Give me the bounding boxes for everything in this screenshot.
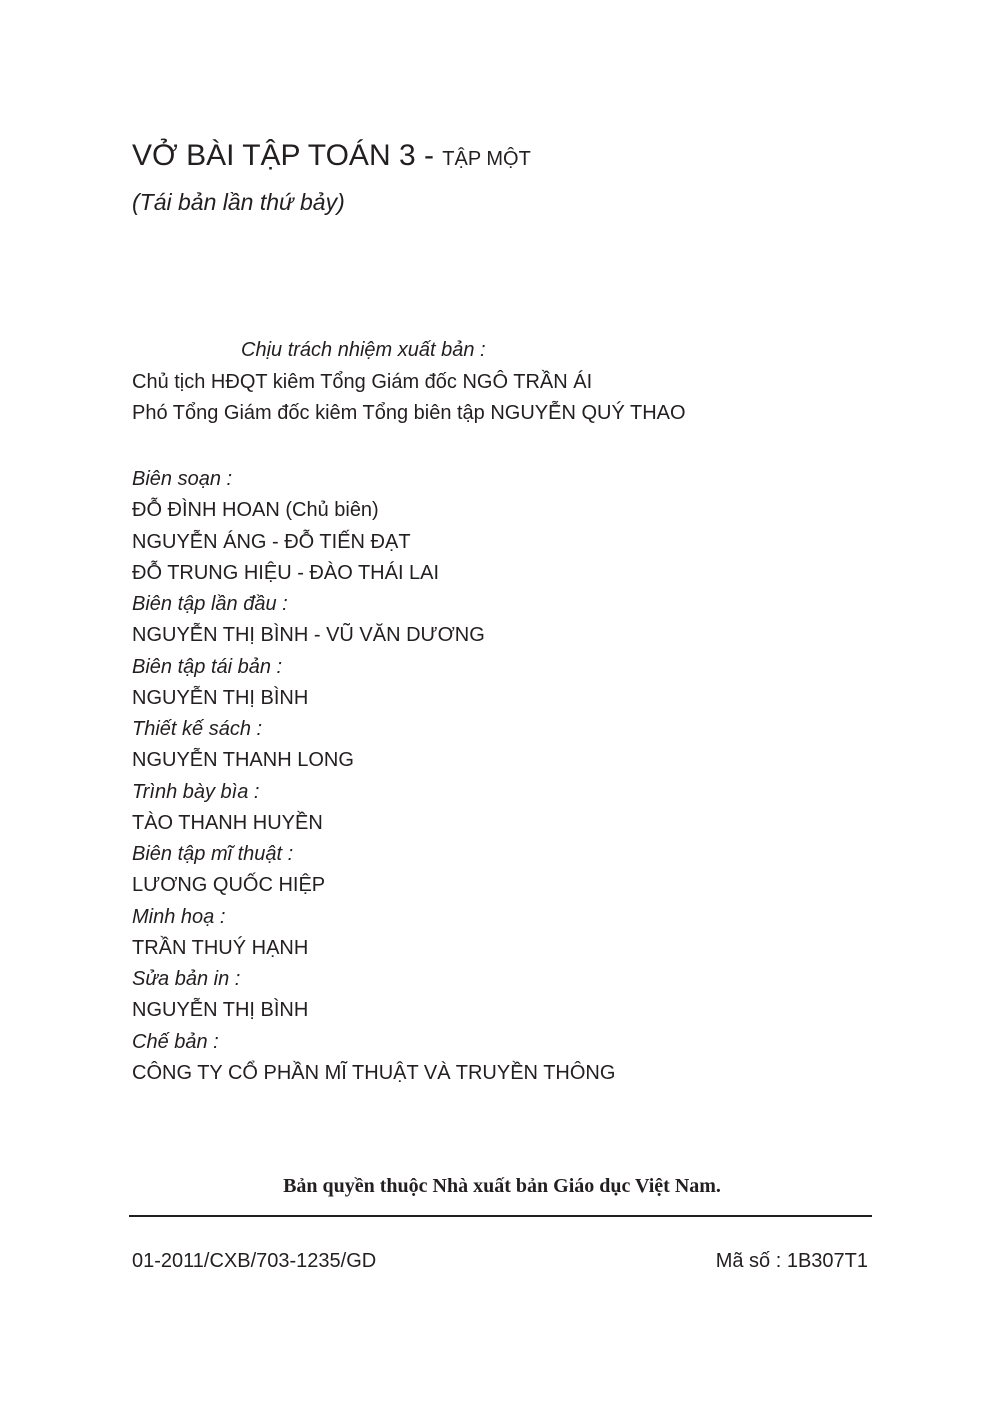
credit-name: NGUYỄN THỊ BÌNH bbox=[132, 999, 309, 1022]
responsibility-line: Phó Tổng Giám đốc kiêm Tổng biên tập NGUYỄN QUÝ THAO bbox=[132, 402, 686, 424]
credit-role: Minh hoạ : bbox=[132, 905, 226, 928]
edition-note: (Tái bản lần thứ bảy) bbox=[132, 189, 345, 215]
credit-role: Trình bày bìa : bbox=[132, 780, 260, 803]
copyright-notice: Bản quyền thuộc Nhà xuất bản Giáo dục Việt Nam. bbox=[283, 1175, 721, 1197]
credit-name: ĐỖ TRUNG HIỆU - ĐÀO THÁI LAI bbox=[132, 561, 440, 584]
credit-role: Biên soạn : bbox=[132, 468, 233, 490]
credit-role: Biên tập lần đầu : bbox=[132, 593, 288, 615]
responsibility-line: Chủ tịch HĐQT kiêm Tổng Giám đốc NGÔ TRẦN ÁI bbox=[132, 371, 593, 393]
book-title bbox=[132, 138, 531, 177]
credit-role: Sửa bản in : bbox=[132, 968, 241, 990]
publishing-registration: 01-2011/CXB/703-1235/GD bbox=[132, 1250, 377, 1272]
credit-role: Thiết kế sách : bbox=[132, 718, 263, 740]
credit-name: NGUYỄN ÁNG - ĐỖ TIẾN ĐẠT bbox=[132, 530, 411, 553]
book-title-main: VỞ BÀI TẬP TOÁN 3 - bbox=[132, 139, 443, 172]
divider-rule bbox=[129, 1215, 872, 1217]
credit-name: NGUYỄN THỊ BÌNH bbox=[132, 686, 309, 709]
credit-name: NGUYỄN THỊ BÌNH - VŨ VĂN DƯƠNG bbox=[132, 624, 485, 647]
responsibility-list bbox=[132, 367, 686, 429]
credit-name: TÀO THANH HUYỀN bbox=[132, 811, 323, 834]
credit-name: LƯƠNG QUỐC HIỆP bbox=[132, 874, 326, 897]
credit-name: CÔNG TY CỔ PHẦN MĨ THUẬT VÀ TRUYỀN THÔNG bbox=[132, 1061, 616, 1084]
credit-role: Biên tập mĩ thuật : bbox=[132, 843, 294, 865]
credit-name: NGUYỄN THANH LONG bbox=[132, 749, 354, 772]
credit-role: Biên tập tái bản : bbox=[132, 655, 283, 678]
credit-name: ĐỖ ĐÌNH HOAN (Chủ biên) bbox=[132, 499, 379, 522]
responsibility-heading: Chịu trách nhiệm xuất bản : bbox=[241, 339, 486, 361]
credit-name: TRẦN THUÝ HẠNH bbox=[132, 936, 309, 959]
credit-role: Chế bản : bbox=[132, 1030, 219, 1053]
credits-list bbox=[132, 464, 615, 1089]
book-code: Mã số : 1B307T1 bbox=[715, 1250, 868, 1272]
book-volume: TẬP MỘT bbox=[442, 148, 531, 170]
